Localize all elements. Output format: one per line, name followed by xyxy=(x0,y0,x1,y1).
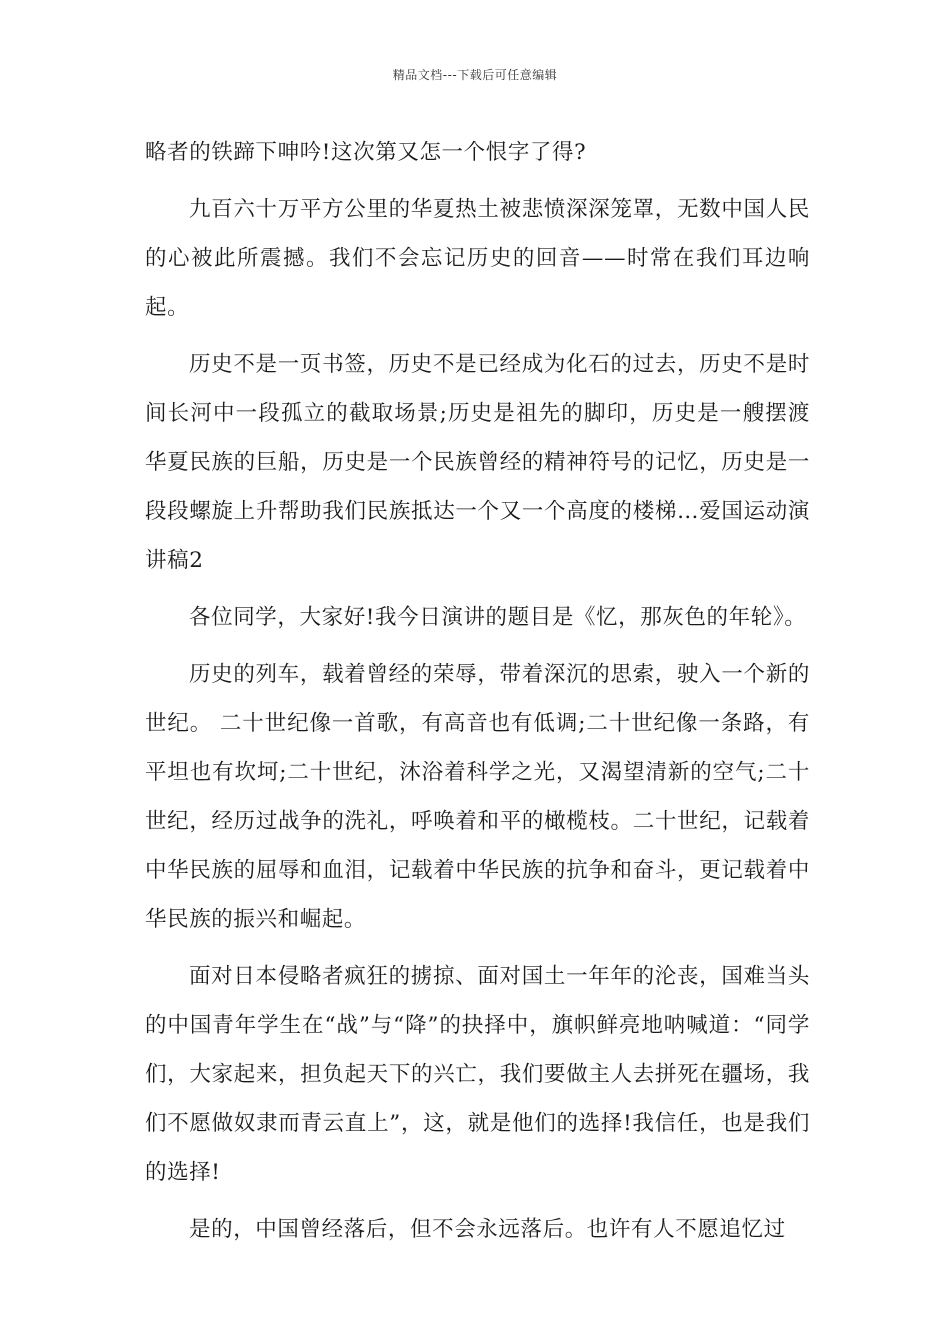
document-body xyxy=(145,128,810,1262)
paragraph: 各位同学，大家好!我今日演讲的题目是《忆，那灰色的年轮》。 xyxy=(189,605,807,630)
page-header: 精品文档---下载后可任意编辑 xyxy=(392,68,558,82)
paragraph: 历史的列车，载着曾经的荣辱，带着深沉的思索，驶入一个新的世纪。 二十世纪像一首歌，有高音也有低调;二十世纪像一条路，有平坦也有坎坷;二十世纪，沐浴着科学之光，又渴望清新的空气;二十世纪，经历过战争的洗礼，呼唤着和平的橄榄枝。二十世纪，记载着中华民族的屈辱和血泪，记载着中华民族的抗争和奋斗，更记载着中华民族的振兴和崛起。 xyxy=(145,662,810,932)
paragraph: 九百六十万平方公里的华夏热土被悲愤深深笼罩，无数中国人民的心被此所震撼。我们不会忘记历史的回音——时常在我们耳边响起。 xyxy=(145,197,810,320)
paragraph: 略者的铁蹄下呻吟!这次第又怎一个恨字了得? xyxy=(145,140,587,165)
paragraph: 面对日本侵略者疯狂的掳掠、面对国土一年年的沦丧，国难当头的中国青年学生在“战”与“降”的抉择中，旗帜鲜亮地呐喊道：“同学们，大家起来，担负起天下的兴亡，我们要做主人去拼死在疆场，我们不愿做奴隶而青云直上”，这，就是他们的选择!我信任，也是我们的选择! xyxy=(145,964,810,1185)
paragraph: 历史不是一页书签，历史不是已经成为化石的过去，历史不是时间长河中一段孤立的截取场景;历史是祖先的脚印，历史是一艘摆渡华夏民族的巨船，历史是一个民族曾经的精神符号的记忆，历史是一段段螺旋上升帮助我们民族抵达一个又一个高度的楼梯…爱国运动演讲稿2 xyxy=(145,352,810,573)
paragraph: 是的，中国曾经落后，但不会永远落后。也许有人不愿追忆过 xyxy=(189,1217,786,1242)
